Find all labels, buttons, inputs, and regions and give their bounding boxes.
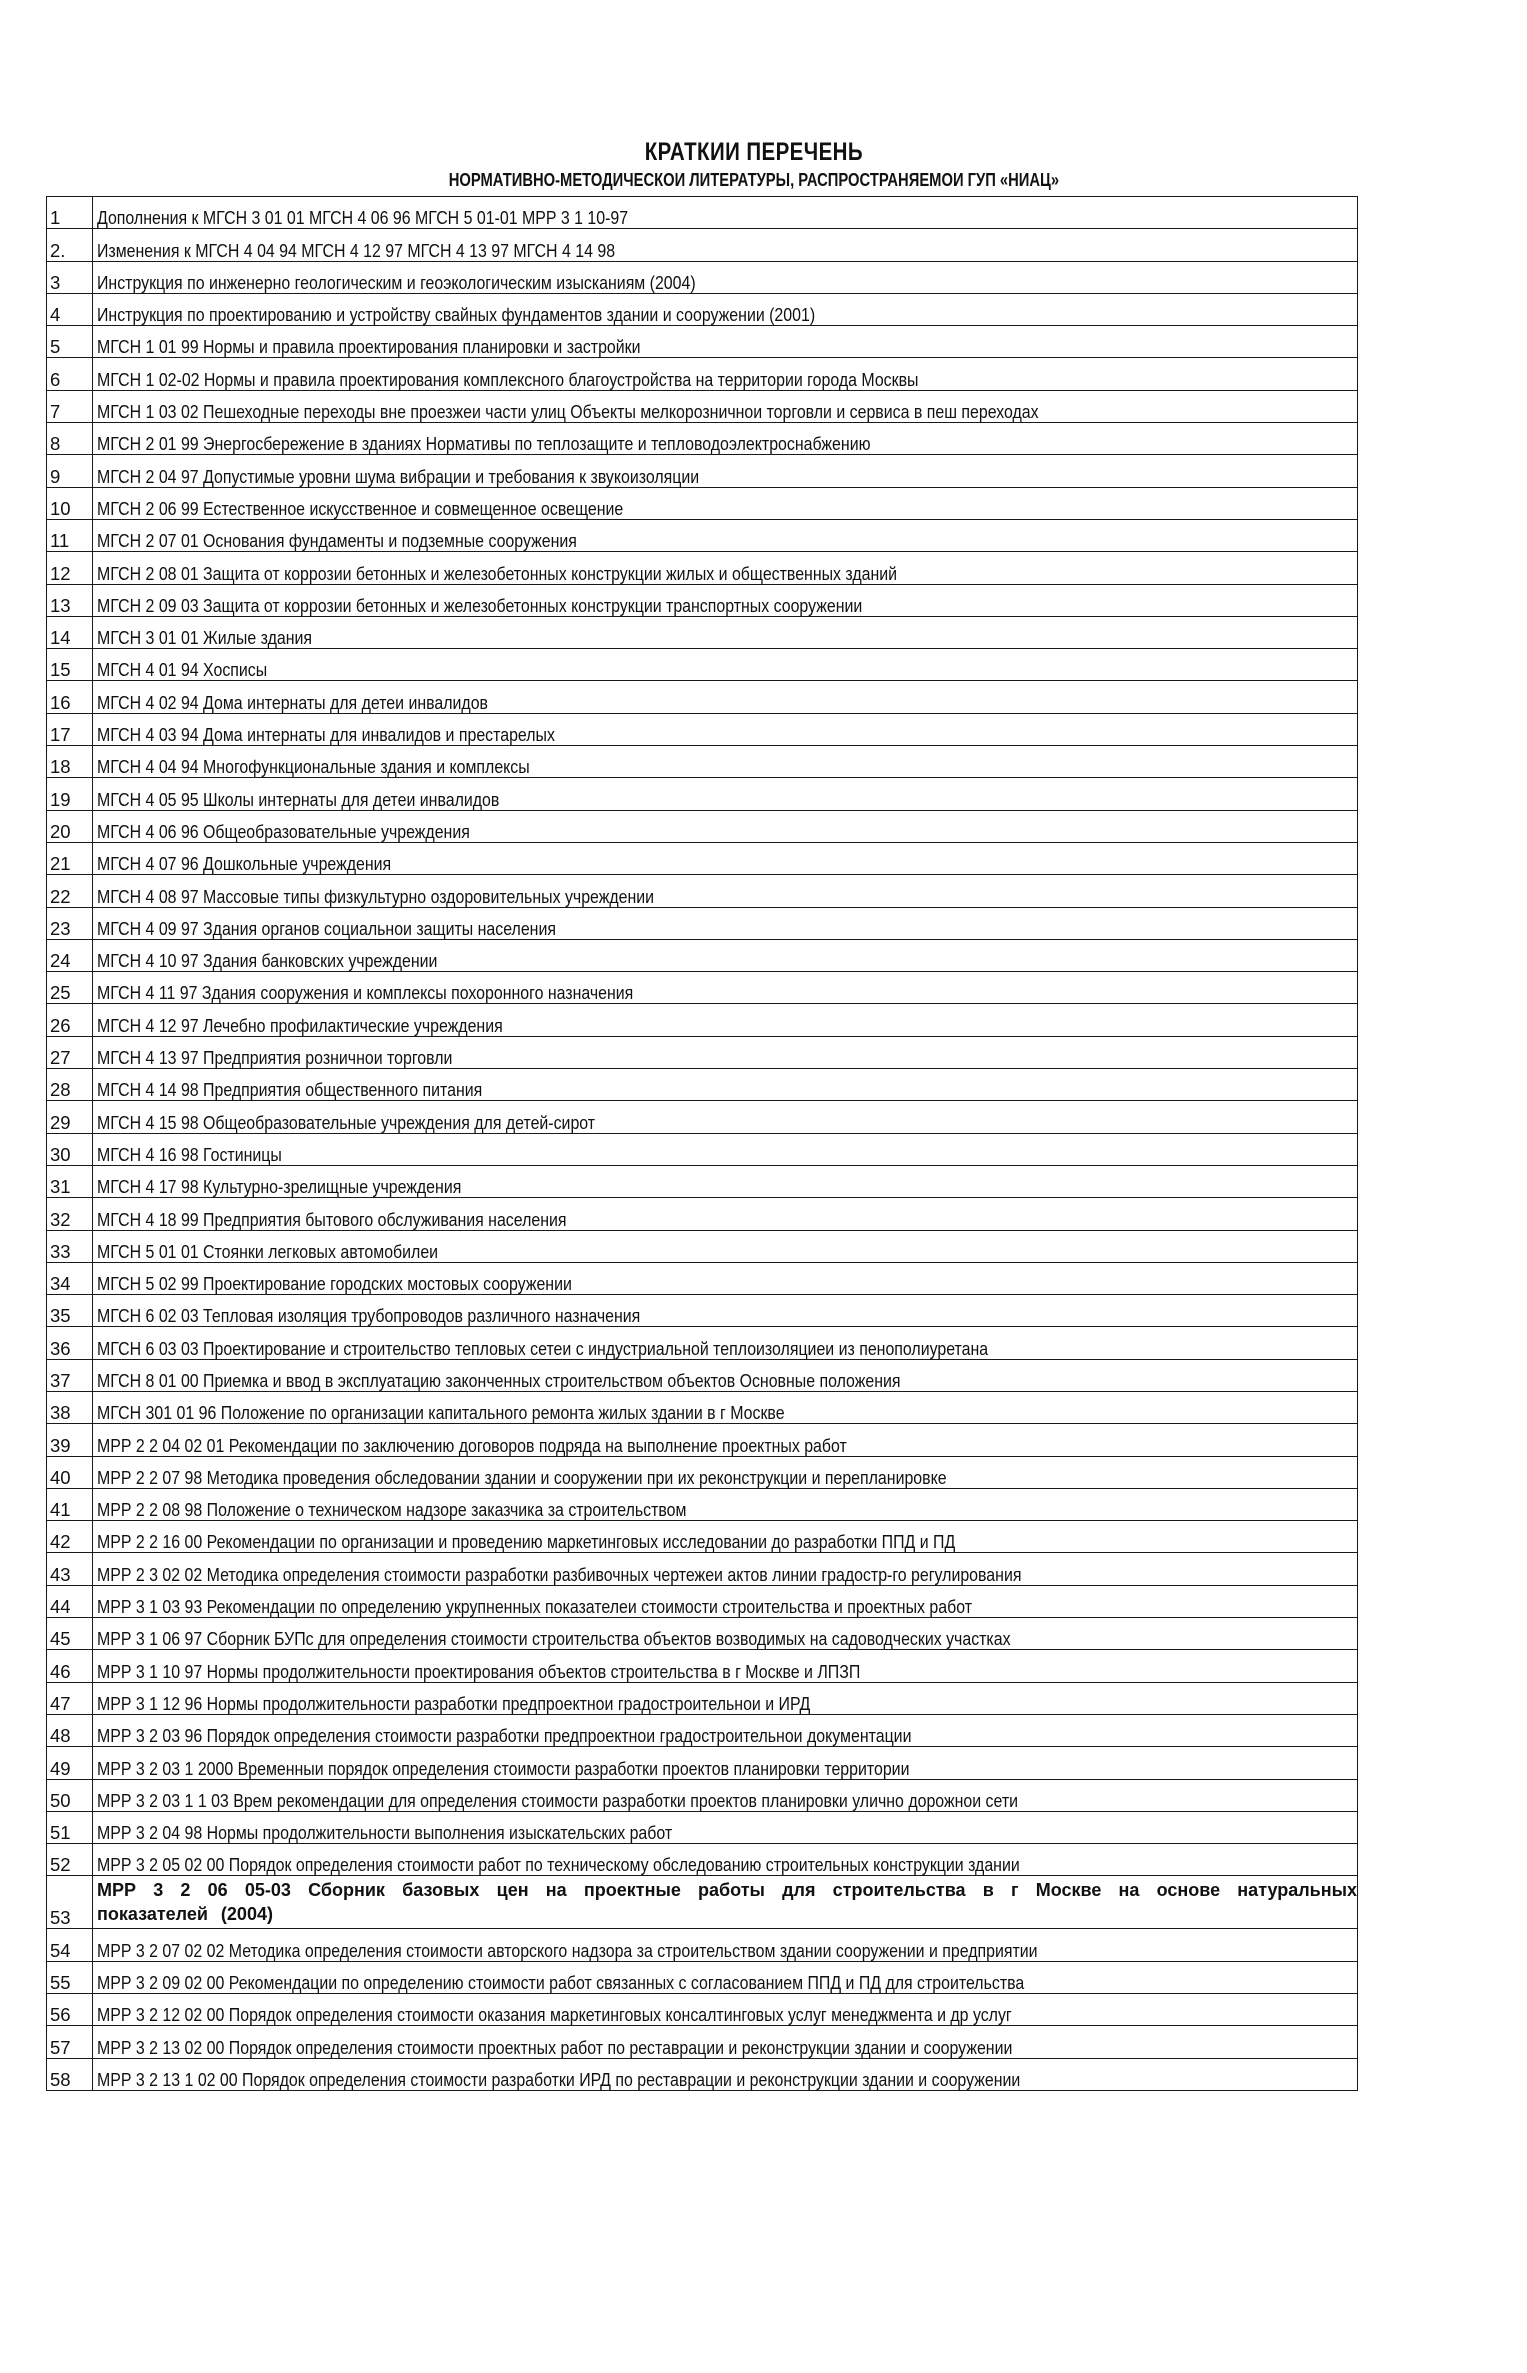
row-title-cell (93, 1961, 1358, 1993)
row-title-cell (93, 1876, 1358, 1929)
row-title-cell (93, 1585, 1358, 1617)
row-number: 39 (47, 1424, 93, 1456)
row-title-cell (93, 1359, 1358, 1391)
table-row (47, 746, 1358, 778)
table-row (47, 229, 1358, 261)
row-number: 11 (47, 519, 93, 551)
row-number: 27 (47, 1036, 93, 1068)
row-title: МГСН 6 02 03 Тепловая изоляция трубопроводов различного назначения (97, 1305, 641, 1327)
row-number: 25 (47, 972, 93, 1004)
table-row (47, 1811, 1358, 1843)
row-title-cell (93, 552, 1358, 584)
row-title-cell (93, 1295, 1358, 1327)
row-title: МГСН 4 08 97 Массовые типы физкультурно оздоровительных учреждении (97, 885, 655, 907)
row-title: МГСН 4 01 94 Хосписы (97, 659, 268, 681)
row-number: 45 (47, 1618, 93, 1650)
row-title-cell (93, 1004, 1358, 1036)
table-row (47, 1488, 1358, 1520)
row-number: 18 (47, 746, 93, 778)
table-row (47, 519, 1358, 551)
row-title: МГСН 4 02 94 Дома интернаты для детеи инвалидов (97, 691, 489, 713)
row-title-cell (93, 1036, 1358, 1068)
table-row (47, 681, 1358, 713)
row-number: 10 (47, 487, 93, 519)
table-row (47, 455, 1358, 487)
table-row (47, 584, 1358, 616)
table-row (47, 1929, 1358, 1961)
row-title: МГСН 4 03 94 Дома интернаты для инвалидов и престарелых (97, 724, 555, 746)
row-title: МГСН 2 07 01 Основания фундаменты и подземные сооружения (97, 530, 577, 552)
row-title-cell (93, 455, 1358, 487)
row-title-cell (93, 487, 1358, 519)
row-title-cell (93, 1424, 1358, 1456)
row-number: 43 (47, 1553, 93, 1585)
table-row (47, 1844, 1358, 1876)
row-title: МРР 3 2 13 1 02 00 Порядок определения стоимости разработки ИРД по реставрации и реконструкции здании и сооружении (97, 2068, 1021, 2090)
table-row (47, 2026, 1358, 2058)
row-number: 9 (47, 455, 93, 487)
table-row (47, 939, 1358, 971)
table-row (47, 423, 1358, 455)
row-title: МРР 3 1 10 97 Нормы продолжительности проектирования объектов строительства в г Москве и ЛПЗП (97, 1660, 861, 1682)
table-row (47, 390, 1358, 422)
table-row (47, 778, 1358, 810)
row-title-cell (93, 778, 1358, 810)
table-row (47, 487, 1358, 519)
row-title-cell (93, 1069, 1358, 1101)
table-row (47, 1036, 1358, 1068)
row-number: 47 (47, 1682, 93, 1714)
row-title-cell (93, 2058, 1358, 2090)
row-title-cell (93, 197, 1358, 229)
page-title: КРАТКИИ ПЕРЕЧЕНЬ (644, 138, 864, 166)
row-title: МРР 2 2 07 98 Методика проведения обследовании здании и сооружении при их реконструкции и перепланировке (97, 1466, 947, 1488)
row-title: МГСН 4 15 98 Общеобразовательные учреждения для детей-сирот (97, 1111, 596, 1133)
row-title-cell (93, 810, 1358, 842)
table-row (47, 1747, 1358, 1779)
row-title-cell (93, 261, 1358, 293)
row-title: МРР 3 2 03 1 1 03 Врем рекомендации для определения стоимости разработки проектов планировки улично дорожнои сети (97, 1789, 1019, 1811)
row-number: 54 (47, 1929, 93, 1961)
row-title: МРР 3 2 03 96 Порядок определения стоимости разработки предпроектнои градостроительнои документации (97, 1725, 912, 1747)
table-row (47, 1961, 1358, 1993)
row-title: МРР 2 2 08 98 Положение о техническом надзоре заказчика за строительством (97, 1499, 687, 1521)
row-title-cell (93, 584, 1358, 616)
table-row (47, 1359, 1358, 1391)
row-number: 6 (47, 358, 93, 390)
row-title-cell (93, 1391, 1358, 1423)
row-number: 7 (47, 390, 93, 422)
row-title: МГСН 4 05 95 Школы интернаты для детеи инвалидов (97, 788, 500, 810)
row-number: 34 (47, 1262, 93, 1294)
row-number: 36 (47, 1327, 93, 1359)
row-title: МГСН 8 01 00 Приемка и ввод в эксплуатацию законченных строительством объектов Основные положения (97, 1369, 901, 1391)
row-title: МГСН 6 03 03 Проектирование и строительство тепловых сетеи с индустриальной теплоизоляциеи из пенополиуретана (97, 1337, 989, 1359)
row-title: МГСН 2 06 99 Естественное искусственное и совмещенное освещение (97, 497, 624, 519)
row-title: МРР 3 1 03 93 Рекомендации по определению укрупненных показателеи стоимости строительства и проектных работ (97, 1596, 972, 1618)
table-row (47, 1133, 1358, 1165)
row-number: 57 (47, 2026, 93, 2058)
row-title-cell (93, 1230, 1358, 1262)
row-title: МГСН 4 17 98 Культурно-зрелищные учреждения (97, 1176, 462, 1198)
row-number: 26 (47, 1004, 93, 1036)
table-row (47, 842, 1358, 874)
row-title: Изменения к МГСН 4 04 94 МГСН 4 12 97 МГСН 4 13 97 МГСН 4 14 98 (97, 239, 616, 261)
row-title: МРР 2 2 16 00 Рекомендации по организации и проведению маркетинговых исследовании до разработки ППД и ПД (97, 1531, 956, 1553)
row-number: 1 (47, 197, 93, 229)
row-title-cell (93, 229, 1358, 261)
row-title-cell (93, 1488, 1358, 1520)
row-number: 23 (47, 907, 93, 939)
row-number: 31 (47, 1165, 93, 1197)
row-title: Инструкция по инженерно геологическим и геоэкологическим изысканиям (2004) (97, 271, 696, 293)
row-title: МРР 3 1 06 97 Сборник БУПс для определения стоимости строительства объектов возводимых на садоводческих участках (97, 1628, 1011, 1650)
table-row (47, 1069, 1358, 1101)
literature-table (46, 196, 1358, 2091)
table-row (47, 810, 1358, 842)
row-title: МРР 3 2 13 02 00 Порядок определения стоимости проектных работ по реставрации и реконструкции здании и сооружении (97, 2036, 1013, 2058)
table-row (47, 616, 1358, 648)
row-title: МГСН 1 02-02 Нормы и правила проектирования комплексного благоустройства на территории города Москвы (97, 368, 919, 390)
row-number: 44 (47, 1585, 93, 1617)
row-number: 21 (47, 842, 93, 874)
row-number: 53 (47, 1876, 93, 1929)
row-title-cell (93, 390, 1358, 422)
row-number: 51 (47, 1811, 93, 1843)
table-row (47, 649, 1358, 681)
row-number: 33 (47, 1230, 93, 1262)
row-title-cell (93, 875, 1358, 907)
table-row (47, 1994, 1358, 2026)
row-title: МГСН 301 01 96 Положение по организации капитального ремонта жилых здании в г Москве (97, 1402, 785, 1424)
table-row (47, 1682, 1358, 1714)
row-title-cell (93, 1811, 1358, 1843)
row-number: 49 (47, 1747, 93, 1779)
row-title-cell (93, 972, 1358, 1004)
table-row (47, 1585, 1358, 1617)
row-number: 19 (47, 778, 93, 810)
row-number: 48 (47, 1714, 93, 1746)
row-title-cell (93, 293, 1358, 325)
row-title: МРР 2 2 04 02 01 Рекомендации по заключению договоров подряда на выполнение проектных работ (97, 1434, 847, 1456)
row-title: МГСН 4 16 98 Гостиницы (97, 1143, 282, 1165)
row-title: МГСН 2 04 97 Допустимые уровни шума вибрации и требования к звукоизоляции (97, 465, 700, 487)
row-title: МГСН 4 12 97 Лечебно профилактические учреждения (97, 1014, 503, 1036)
row-title: МГСН 4 04 94 Многофункциональные здания и комплексы (97, 756, 530, 778)
row-title: МГСН 2 08 01 Защита от коррозии бетонных и железобетонных конструкции жилых и общественных зданий (97, 562, 898, 584)
row-number: 29 (47, 1101, 93, 1133)
row-title: Дополнения к МГСН 3 01 01 МГСН 4 06 96 МГСН 5 01-01 МРР 3 1 10-97 (97, 207, 629, 229)
row-title-cell (93, 649, 1358, 681)
table-row (47, 1650, 1358, 1682)
row-number: 8 (47, 423, 93, 455)
row-number: 41 (47, 1488, 93, 1520)
row-number: 20 (47, 810, 93, 842)
table-row (47, 1198, 1358, 1230)
row-title-cell (93, 1262, 1358, 1294)
table-row (47, 1165, 1358, 1197)
row-title: МГСН 1 03 02 Пешеходные переходы вне проезжеи части улиц Объекты мелкорозничнои торговли и сервиса в пеш переходах (97, 401, 1039, 423)
row-number: 12 (47, 552, 93, 584)
row-title-cell (93, 1929, 1358, 1961)
row-number: 46 (47, 1650, 93, 1682)
row-title: МГСН 4 07 96 Дошкольные учреждения (97, 853, 392, 875)
row-number: 42 (47, 1521, 93, 1553)
row-number: 5 (47, 326, 93, 358)
row-number: 30 (47, 1133, 93, 1165)
row-title: МГСН 5 01 01 Стоянки легковых автомобилеи (97, 1240, 439, 1262)
table-row (47, 552, 1358, 584)
row-title: МГСН 4 14 98 Предприятия общественного питания (97, 1079, 483, 1101)
table-row (47, 907, 1358, 939)
table-row (47, 1424, 1358, 1456)
row-number: 58 (47, 2058, 93, 2090)
table-row (47, 197, 1358, 229)
row-number: 17 (47, 713, 93, 745)
row-number: 13 (47, 584, 93, 616)
row-title-cell (93, 681, 1358, 713)
row-title-cell (93, 1165, 1358, 1197)
row-number: 35 (47, 1295, 93, 1327)
row-title: МГСН 2 01 99 Энергосбережение в зданиях Нормативы по теплозащите и тепловодоэлектроснабжению (97, 433, 871, 455)
row-title-cell (93, 616, 1358, 648)
row-title: МГСН 4 18 99 Предприятия бытового обслуживания населения (97, 1208, 567, 1230)
row-number: 22 (47, 875, 93, 907)
row-number: 28 (47, 1069, 93, 1101)
row-title: МГСН 1 01 99 Нормы и правила проектирования планировки и застройки (97, 336, 641, 358)
row-title-cell (93, 713, 1358, 745)
row-number: 52 (47, 1844, 93, 1876)
row-number: 14 (47, 616, 93, 648)
row-number: 3 (47, 261, 93, 293)
table-row (47, 1876, 1358, 1929)
table-row (47, 1456, 1358, 1488)
row-number: 56 (47, 1994, 93, 2026)
table-row (47, 1391, 1358, 1423)
table-row (47, 326, 1358, 358)
row-title-cell (93, 1521, 1358, 1553)
row-title: МРР 3 2 05 02 00 Порядок определения стоимости работ по техническому обследованию строительных конструкции здании (97, 1854, 1020, 1876)
table-row (47, 1004, 1358, 1036)
row-title-cell (93, 907, 1358, 939)
row-title: МРР 3 1 12 96 Нормы продолжительности разработки предпроектнои градостроительнои и ИРД (97, 1692, 811, 1714)
row-number: 4 (47, 293, 93, 325)
row-title-cell (93, 1779, 1358, 1811)
row-title: МРР 2 3 02 02 Методика определения стоимости разработки разбивочных чертежеи актов линии градостр-го регулирования (97, 1563, 1022, 1585)
row-title-cell (93, 519, 1358, 551)
row-title-cell (93, 1198, 1358, 1230)
row-title-cell (93, 1101, 1358, 1133)
row-title-cell (93, 939, 1358, 971)
row-number: 15 (47, 649, 93, 681)
row-title-cell (93, 1456, 1358, 1488)
row-title-cell (93, 1844, 1358, 1876)
row-title-cell (93, 423, 1358, 455)
row-title-cell (93, 842, 1358, 874)
row-number: 50 (47, 1779, 93, 1811)
row-title: МГСН 4 10 97 Здания банковских учреждении (97, 950, 438, 972)
literature-table-body (47, 197, 1358, 2091)
row-number: 40 (47, 1456, 93, 1488)
table-row (47, 293, 1358, 325)
table-row (47, 713, 1358, 745)
row-number: 16 (47, 681, 93, 713)
row-title: МГСН 4 09 97 Здания органов социальнои защиты населения (97, 917, 556, 939)
row-title: МГСН 2 09 03 Защита от коррозии бетонных и железобетонных конструкции транспортных сооружении (97, 594, 863, 616)
row-title-cell (93, 746, 1358, 778)
row-title-cell (93, 1650, 1358, 1682)
row-number: 32 (47, 1198, 93, 1230)
row-title-cell (93, 1994, 1358, 2026)
row-number: 38 (47, 1391, 93, 1423)
row-title-cell (93, 1682, 1358, 1714)
row-title: Инструкция по проектированию и устройству свайных фундаментов здании и сооружении (2001) (97, 304, 816, 326)
row-title: МГСН 3 01 01 Жилые здания (97, 627, 312, 649)
table-row (47, 1295, 1358, 1327)
table-row (47, 1553, 1358, 1585)
row-title-cell (93, 2026, 1358, 2058)
row-title: МРР 3 2 12 02 00 Порядок определения стоимости оказания маркетинговых консалтинговых услуг менеджмента и др услуг (97, 2004, 1012, 2026)
row-title-cell (93, 326, 1358, 358)
table-row (47, 2058, 1358, 2090)
row-number: 37 (47, 1359, 93, 1391)
row-title-cell (93, 1327, 1358, 1359)
row-title: МГСН 4 11 97 Здания сооружения и комплексы похоронного назначения (97, 982, 634, 1004)
row-number: 55 (47, 1961, 93, 1993)
row-title: МГСН 5 02 99 Проектирование городских мостовых сооружении (97, 1273, 572, 1295)
table-row (47, 1714, 1358, 1746)
table-row (47, 1327, 1358, 1359)
table-row (47, 1262, 1358, 1294)
row-title: МГСН 4 06 96 Общеобразовательные учреждения (97, 820, 470, 842)
row-title: МРР 3 2 04 98 Нормы продолжительности выполнения изыскательских работ (97, 1822, 673, 1844)
row-title-cell (93, 1553, 1358, 1585)
table-row (47, 1230, 1358, 1262)
table-row (47, 1101, 1358, 1133)
row-number: 24 (47, 939, 93, 971)
table-row (47, 1779, 1358, 1811)
table-row (47, 358, 1358, 390)
row-title-cell (93, 1747, 1358, 1779)
table-row (47, 1618, 1358, 1650)
row-title: МРР 3 2 06 05-03 Сборник базовых цен на проектные работы для строительства в г Москве на основе натуральных показателей (2004) (97, 1880, 1357, 1925)
row-title: МРР 3 2 09 02 00 Рекомендации по определению стоимости работ связанных с согласованием ППД и ПД для строительства (97, 1972, 1025, 1994)
row-title: МРР 3 2 03 1 2000 Временныи порядок определения стоимости разработки проектов планировки территории (97, 1757, 910, 1779)
row-title: МГСН 4 13 97 Предприятия розничнои торговли (97, 1047, 453, 1069)
row-number: 2. (47, 229, 93, 261)
row-title: МРР 3 2 07 02 02 Методика определения стоимости авторского надзора за строительством здании сооружении и предприятии (97, 1939, 1038, 1961)
row-title-cell (93, 1133, 1358, 1165)
table-row (47, 1521, 1358, 1553)
row-title-cell (93, 358, 1358, 390)
row-title-cell (93, 1618, 1358, 1650)
table-row (47, 875, 1358, 907)
table-row (47, 261, 1358, 293)
page-subtitle: НОРМАТИВНО-МЕТОДИЧЕСКОИ ЛИТЕРАТУРЫ, РАСПРОСТРАНЯЕМОИ ГУП «НИАЦ» (448, 170, 1060, 190)
table-row (47, 972, 1358, 1004)
row-title-cell (93, 1714, 1358, 1746)
